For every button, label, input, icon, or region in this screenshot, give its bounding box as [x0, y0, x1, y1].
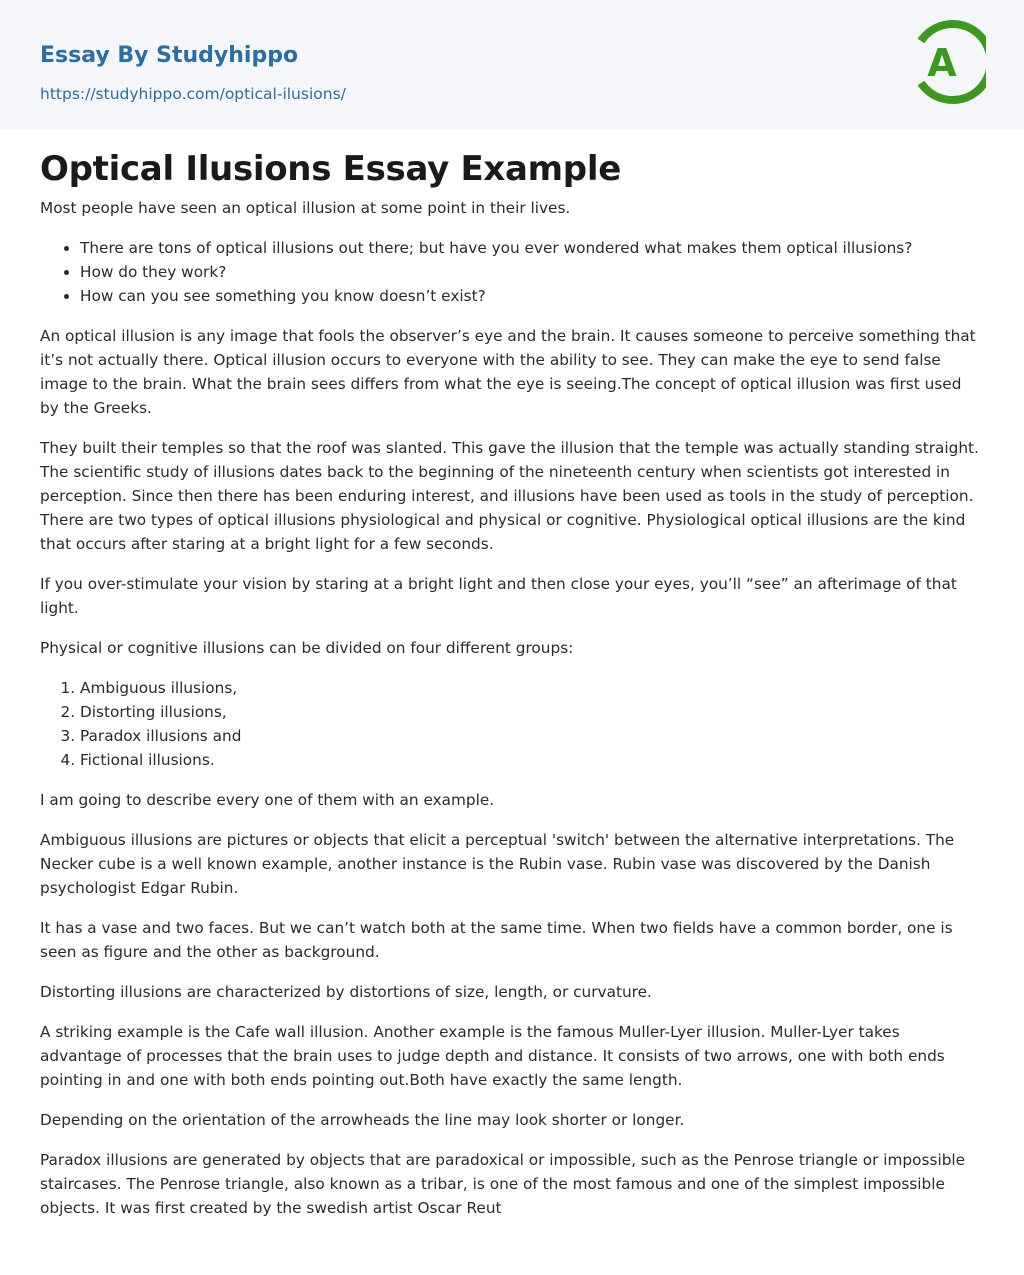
logo-letter: A [927, 41, 957, 85]
body-paragraph: Paradox illusions are generated by objects that are paradoxical or impossible, such as the Penrose triangle or impossible staircases. The Penrose triangle, also known as a tribar, is one of the most famous and one of the simplest impossible objects. It was first created by the swedish artist Oscar Reut [40, 1151, 966, 1217]
body-paragraph: They built their temples so that the roof was slanted. This gave the illusion that the temple was actually standing straight. The scientific study of illusions dates back to the beginning of the nineteenth century when scientists got interested in perception. Since then there has been enduring interest, and illusions have been used as tools in the study of perception. There are two types of optical illusions physiological and physical or cognitive. Physiological optical illusions are the kind that occurs after staring at a bright light for a few seconds. [40, 439, 979, 553]
questions-list [40, 236, 984, 308]
article [0, 147, 1024, 1220]
intro-paragraph: Most people have seen an optical illusion at some point in their lives. [40, 199, 571, 217]
page-title: Optical Ilusions Essay Example [40, 149, 621, 189]
list-item: • How can you see something you know doesn’t exist? [80, 284, 984, 308]
body-paragraph: Distorting illusions are characterized by distortions of size, length, or curvature. [40, 983, 652, 1001]
list-item: 2. Distorting illusions, [80, 700, 984, 724]
list-item: 3. Paradox illusions and [80, 724, 984, 748]
body-paragraph: Ambiguous illusions are pictures or objects that elicit a perceptual 'switch' between the alternative interpretations. The Necker cube is a well known example, another instance is the Rubin vase. Rubin vase was discovered by the Danish psychologist Edgar Rubin. [40, 831, 955, 897]
list-item: 1. Ambiguous illusions, [80, 676, 984, 700]
site-title[interactable]: Essay By Studyhippo [40, 43, 299, 68]
site-header [0, 0, 1024, 129]
list-item: • There are tons of optical illusions out there; but have you ever wondered what makes them optical illusions? [80, 236, 984, 260]
studyhippo-logo[interactable] [914, 18, 986, 106]
body-paragraph: A striking example is the Cafe wall illusion. Another example is the famous Muller-Lyer illusion. Muller-Lyer takes advantage of processes that the brain uses to judge depth and distance. It consists of two arrows, one with both ends pointing in and one with both ends pointing out.Both have exactly the same length. [40, 1023, 945, 1089]
body-paragraph: I am going to describe every one of them with an example. [40, 791, 495, 809]
body-paragraph: An optical illusion is any image that fools the observer’s eye and the brain. It causes someone to perceive something that it’s not actually there. Optical illusion occurs to everyone with the ability to see. They can make the eye to send false image to the brain. What the brain sees differs from what the eye is seeing.The concept of optical illusion was first used by the Greeks. [40, 327, 976, 417]
body-paragraph: Depending on the orientation of the arrowheads the line may look shorter or longer. [40, 1111, 685, 1129]
list-item: • How do they work? [80, 260, 984, 284]
logo-circle-icon [914, 18, 986, 106]
body-paragraph: It has a vase and two faces. But we can’t watch both at the same time. When two fields have a common border, one is seen as figure and the other as background. [40, 919, 953, 961]
illusion-groups-list [40, 676, 984, 772]
body-paragraph: If you over-stimulate your vision by staring at a bright light and then close your eyes, you’ll “see” an afterimage of that light. [40, 575, 957, 617]
source-url-link[interactable]: https://studyhippo.com/optical-ilusions/ [40, 85, 346, 103]
list-item: 4. Fictional illusions. [80, 748, 984, 772]
body-paragraph: Physical or cognitive illusions can be divided on four different groups: [40, 639, 574, 657]
